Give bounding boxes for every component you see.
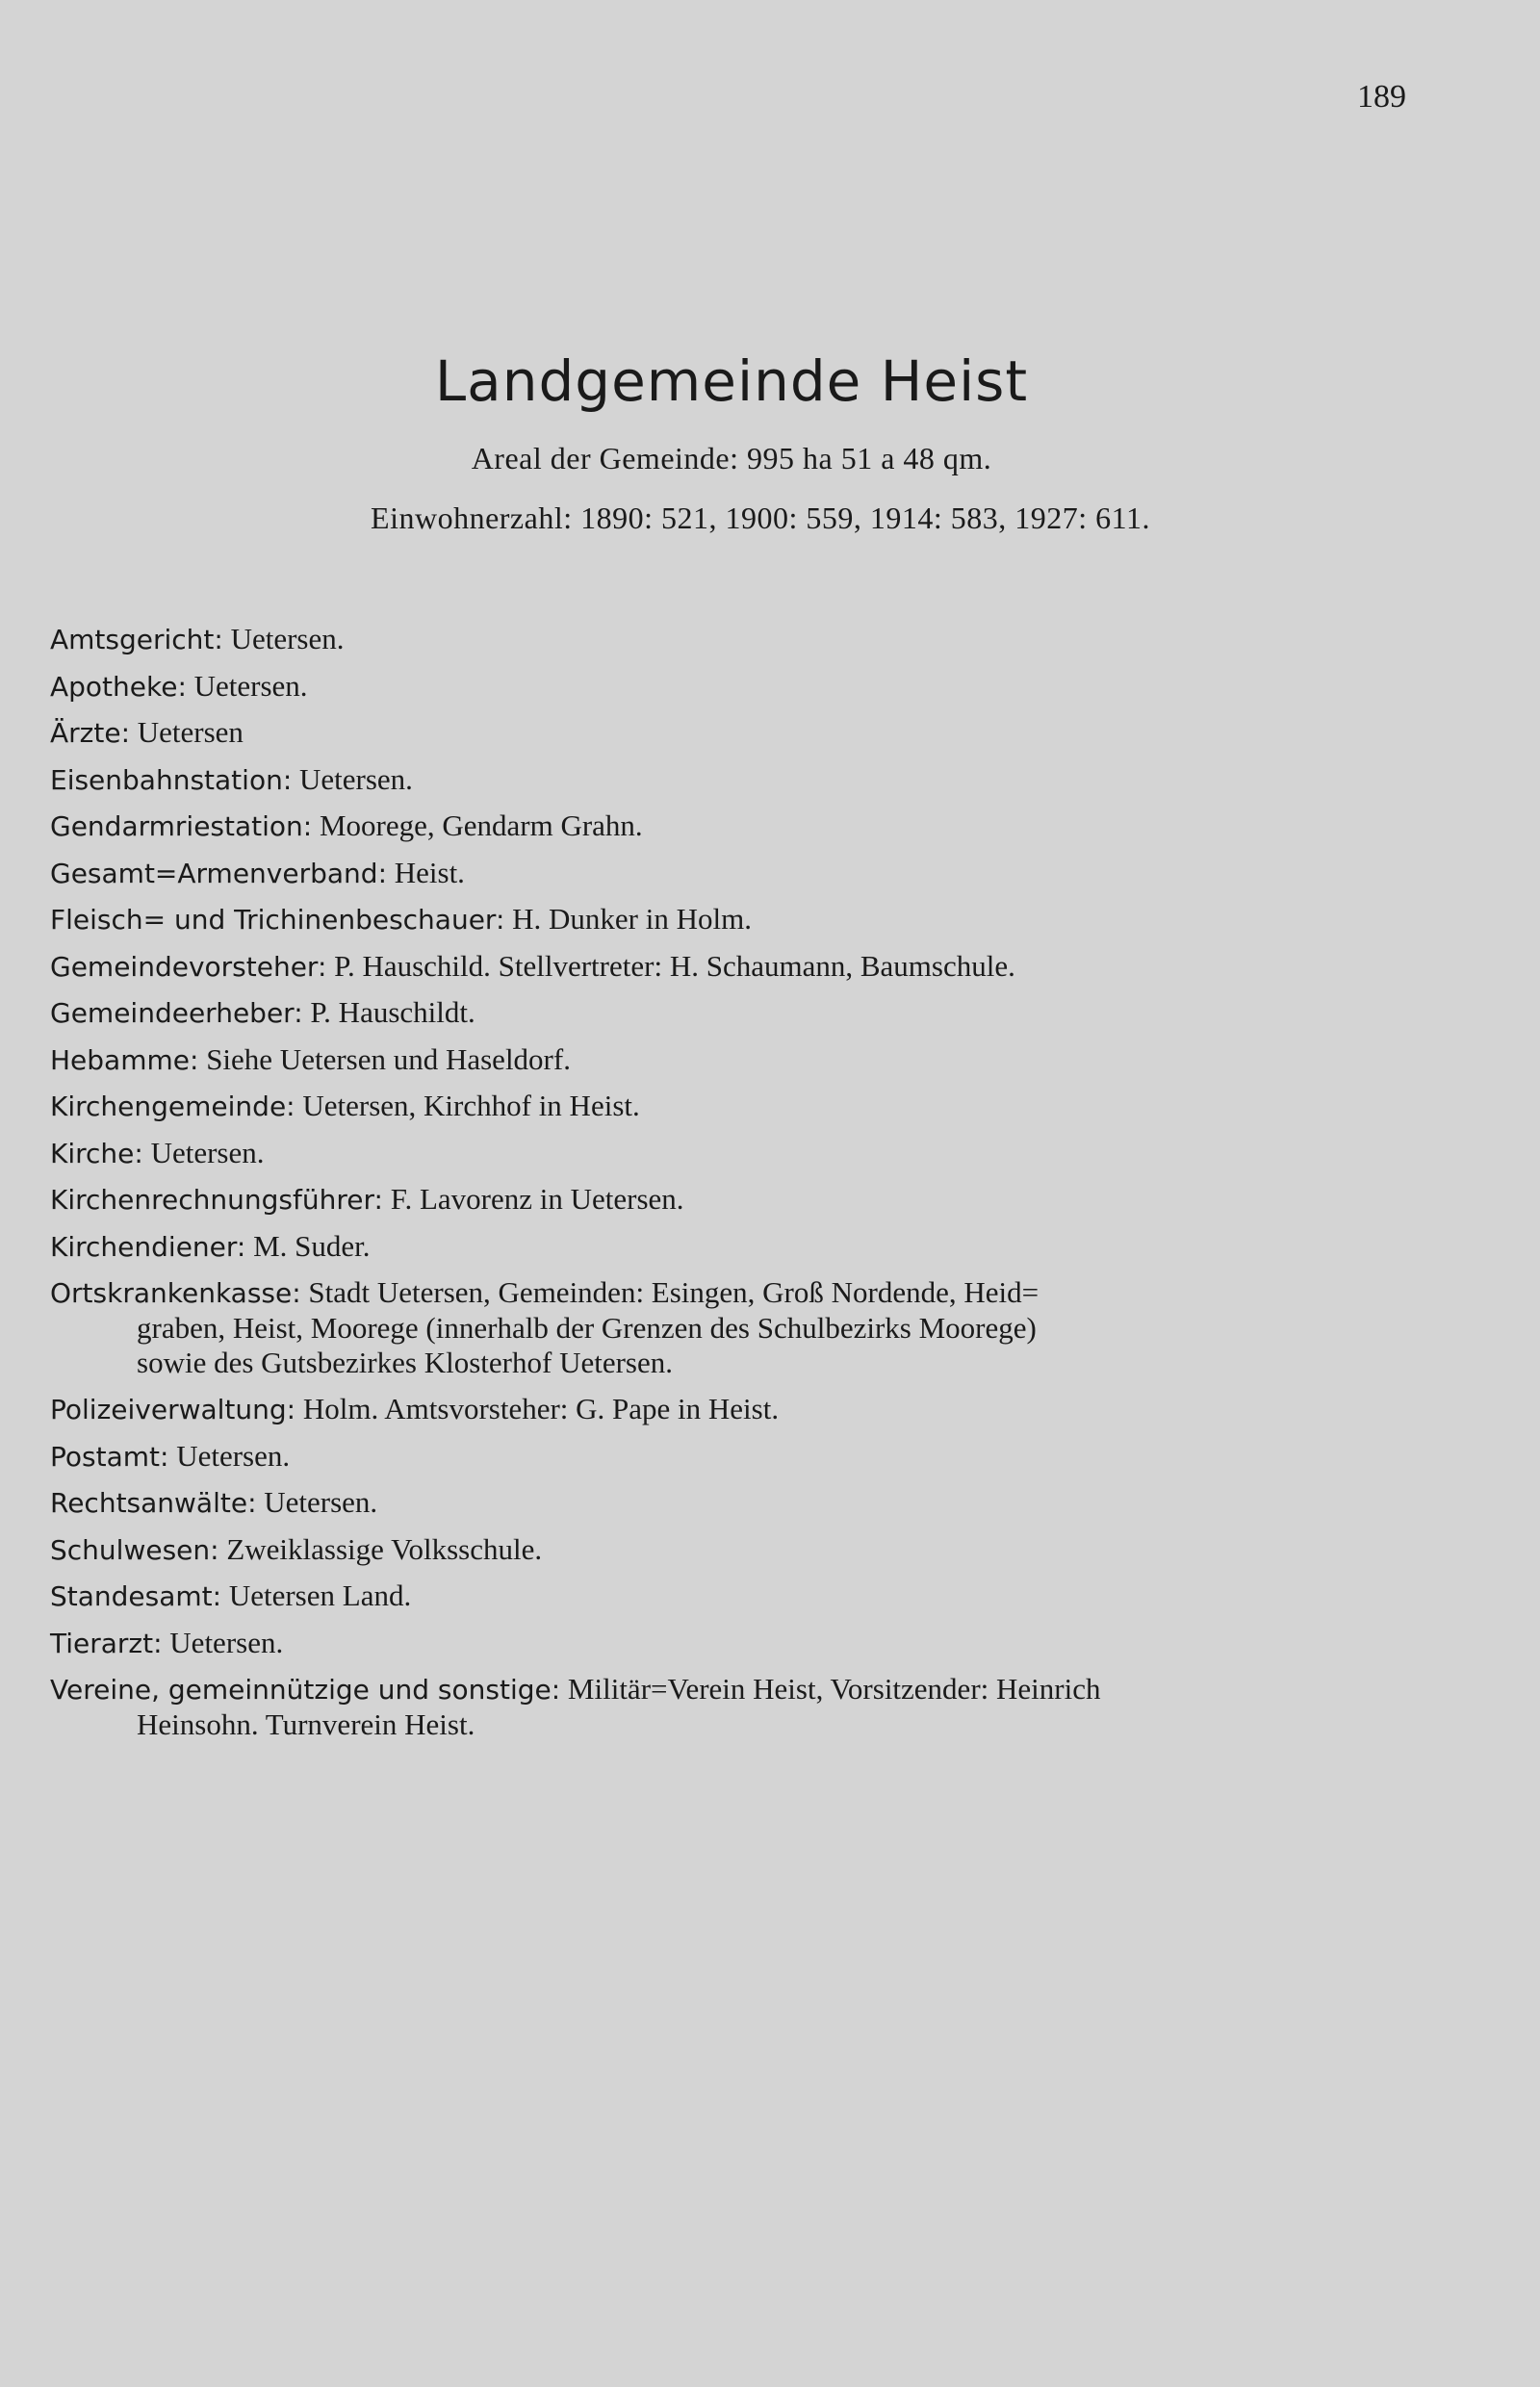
entry-continuation: Heinsohn. Turnverein Heist.: [137, 1707, 475, 1741]
entry-label: Tierarzt:: [50, 1627, 163, 1659]
entry-ortskrankenkasse: [50, 1270, 1388, 1386]
entry-polizeiverwaltung: [50, 1386, 1388, 1433]
entry-kirche: [50, 1130, 1388, 1177]
entry-value: H. Dunker in Holm.: [512, 902, 752, 936]
areal-line: Areal der Gemeinde: 995 ha 51 a 48 qm.: [471, 441, 992, 475]
entry-gendarmriestation: [50, 803, 1388, 850]
entry-value: Zweiklassige Volksschule.: [226, 1531, 543, 1566]
entry-label: Apotheke:: [50, 670, 187, 703]
entry-gemeindevorsteher: [50, 943, 1388, 990]
entry-continuation: sowie des Gutsbezirkes Klosterhof Uetersen.: [137, 1346, 673, 1379]
entry-value: Uetersen, Kirchhof in Heist.: [302, 1089, 640, 1122]
entry-label: Rechtsanwälte:: [50, 1487, 257, 1519]
entry-hebamme: [50, 1037, 1388, 1084]
entry-label: Gesamt=Armenverband:: [50, 857, 387, 889]
entry-label: Ärzte:: [50, 717, 131, 749]
entry-apotheke: [50, 663, 1388, 710]
entry-label: Polizeiverwaltung:: [50, 1394, 296, 1425]
entry-value: Uetersen.: [264, 1485, 378, 1519]
entry-schulwesen: [50, 1527, 1388, 1574]
page-number: 189: [1357, 79, 1406, 115]
entry-label: Schulwesen:: [50, 1533, 219, 1566]
entry-value: Uetersen Land.: [228, 1578, 412, 1612]
entry-rechtsanwaelte: [50, 1479, 1388, 1527]
entry-value: Siehe Uetersen und Haseldorf.: [206, 1041, 571, 1076]
entry-value: Moorege, Gendarm Grahn.: [319, 808, 643, 842]
entry-value: F. Lavorenz in Uetersen.: [390, 1182, 684, 1216]
entry-value: Uetersen.: [230, 622, 345, 655]
entry-kirchengemeinde: [50, 1083, 1388, 1130]
entry-label: Kirchendiener:: [50, 1230, 246, 1263]
entry-aerzte: [50, 709, 1388, 757]
entry-value: Heist.: [394, 855, 465, 889]
entry-postamt: [50, 1433, 1388, 1480]
entry-label: Standesamt:: [50, 1580, 222, 1612]
entry-eisenbahnstation: [50, 757, 1388, 804]
directory-entries: [50, 616, 1388, 1748]
entry-value: Holm. Amtsvorsteher: G. Pape in Heist.: [302, 1392, 780, 1425]
entry-label: Postamt:: [50, 1440, 169, 1473]
entry-value: P. Hauschildt.: [310, 995, 475, 1029]
entry-label: Vereine, gemeinnützige und sonstige:: [50, 1674, 561, 1706]
entry-label: Gemeindevorsteher:: [50, 950, 327, 983]
entry-label: Amtsgericht:: [50, 624, 223, 655]
entry-label: Fleisch= und Trichinenbeschauer:: [50, 904, 505, 936]
entry-value: Stadt Uetersen, Gemeinden: Esingen, Groß Nordende, Heid=: [308, 1275, 1040, 1309]
entry-label: Gemeindeerheber:: [50, 997, 303, 1029]
entry-value: Uetersen.: [299, 761, 413, 796]
entry-value: Uetersen.: [169, 1625, 284, 1659]
entry-value: P. Hauschild. Stellvertreter: H. Schaumann, Baumschule.: [334, 948, 1015, 983]
entry-value: M. Suder.: [253, 1228, 371, 1263]
entry-value: Militär=Verein Heist, Vorsitzender: Heinrich: [567, 1672, 1101, 1706]
entry-label: Kirchengemeinde:: [50, 1091, 295, 1122]
entry-label: Ortskrankenkasse:: [50, 1277, 301, 1309]
entry-label: Kirche:: [50, 1137, 143, 1169]
entry-label: Eisenbahnstation:: [50, 763, 293, 796]
entry-label: Kirchenrechnungsführer:: [50, 1184, 383, 1216]
entry-vereine: [50, 1666, 1388, 1748]
entry-value: Uetersen: [137, 715, 244, 749]
page-title: Landgemeinde Heist: [434, 348, 1029, 414]
entry-amtsgericht: [50, 616, 1388, 663]
entry-tierarzt: [50, 1620, 1388, 1667]
entry-standesamt: [50, 1573, 1388, 1620]
entry-label: Gendarmriestation:: [50, 810, 313, 842]
entry-armenverband: [50, 850, 1388, 897]
population-line: Einwohnerzahl: 1890: 521, 1900: 559, 1914: 583, 1927: 611.: [371, 500, 1150, 535]
entry-value: Uetersen.: [193, 668, 308, 703]
entry-fleischbeschauer: [50, 896, 1388, 943]
entry-kirchendiener: [50, 1223, 1388, 1270]
entry-value: Uetersen.: [176, 1438, 291, 1473]
entry-continuation: graben, Heist, Moorege (innerhalb der Grenzen des Schulbezirks Moorege): [137, 1311, 1037, 1345]
entry-value: Uetersen.: [150, 1135, 265, 1169]
entry-label: Hebamme:: [50, 1043, 199, 1076]
entry-kirchenrechnungsfuehrer: [50, 1176, 1388, 1223]
entry-gemeindeerheber: [50, 989, 1388, 1037]
